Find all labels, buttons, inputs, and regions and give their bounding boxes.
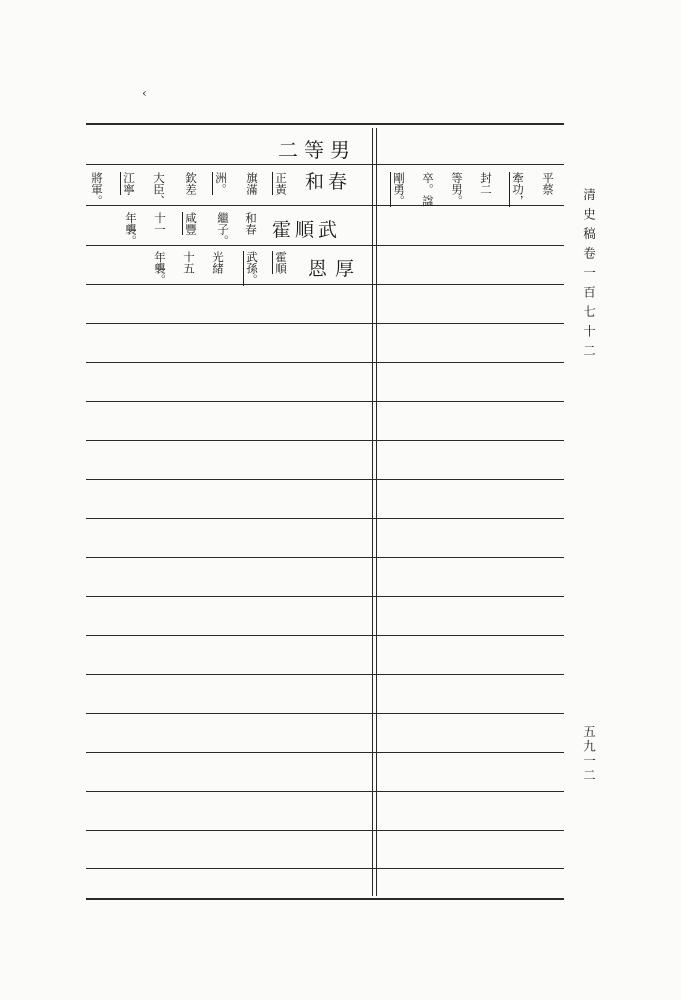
entry-3-detail-2: 光緒 bbox=[211, 251, 225, 274]
entry-1-name: 和春 bbox=[305, 171, 352, 193]
entry-1-detail-0: 正黃 bbox=[274, 172, 288, 195]
right-detail-0: 平蔡 bbox=[541, 172, 555, 195]
entry-3-detail-4: 年襲。 bbox=[153, 251, 167, 286]
entry-3-detail-3: 十五 bbox=[182, 251, 196, 274]
right-detail-4: 卒。諡 bbox=[421, 172, 435, 207]
row-rule bbox=[86, 635, 564, 636]
entry-1-detail-4: 大臣、 bbox=[152, 172, 166, 207]
row-rule bbox=[86, 713, 564, 714]
row-rule bbox=[86, 791, 564, 792]
entry-3-detail-1: 武孫。 bbox=[245, 251, 259, 286]
row-rule bbox=[86, 674, 564, 675]
row-rule bbox=[86, 518, 564, 519]
bottom-rule bbox=[86, 898, 564, 900]
row-rule bbox=[86, 557, 564, 558]
entry-1-detail-1: 旗滿 bbox=[245, 172, 259, 195]
entry-2-detail-0: 和春 bbox=[244, 212, 258, 235]
rank-heading: 二等男 bbox=[278, 138, 356, 162]
side-title: 清史稿卷一百七十二 bbox=[581, 188, 597, 364]
entry-1-detail-6: 將軍。 bbox=[90, 172, 104, 207]
top-rule bbox=[86, 123, 564, 125]
right-detail-1: 牽功， bbox=[511, 172, 525, 207]
center-divider-2 bbox=[376, 128, 377, 896]
entry-2-detail-3: 十一 bbox=[153, 212, 167, 235]
entry-2-detail-4: 年襲。 bbox=[124, 212, 138, 247]
row-rule bbox=[86, 401, 564, 402]
entry-2-detail-1: 繼子。 bbox=[216, 212, 230, 247]
stray-mark: ‹ bbox=[142, 86, 147, 100]
entry-1-detail-5: 江寧 bbox=[122, 172, 136, 195]
entry-3-detail-0: 霍順 bbox=[274, 251, 288, 274]
entry-1-detail-3: 欽差 bbox=[184, 172, 198, 195]
row-rule bbox=[86, 323, 564, 324]
entry-1-detail-2: 洲。 bbox=[214, 172, 228, 195]
row-rule bbox=[86, 362, 564, 363]
row-rule bbox=[86, 868, 564, 869]
row-rule bbox=[86, 245, 564, 246]
right-detail-2: 封二 bbox=[479, 172, 493, 195]
row-rule bbox=[86, 440, 564, 441]
row-rule bbox=[86, 164, 564, 165]
entry-2-name: 霍順武 bbox=[272, 219, 342, 241]
center-divider bbox=[372, 128, 373, 896]
row-rule bbox=[86, 479, 564, 480]
right-detail-5: 剛勇。 bbox=[392, 172, 406, 207]
row-rule bbox=[86, 596, 564, 597]
row-rule bbox=[86, 752, 564, 753]
page-number: 五九一二 bbox=[581, 725, 597, 783]
entry-2-detail-2: 咸豐 bbox=[184, 212, 198, 235]
entry-3-name: 恩厚 bbox=[308, 258, 363, 280]
right-detail-3: 等男。 bbox=[450, 172, 464, 207]
row-rule bbox=[86, 830, 564, 831]
